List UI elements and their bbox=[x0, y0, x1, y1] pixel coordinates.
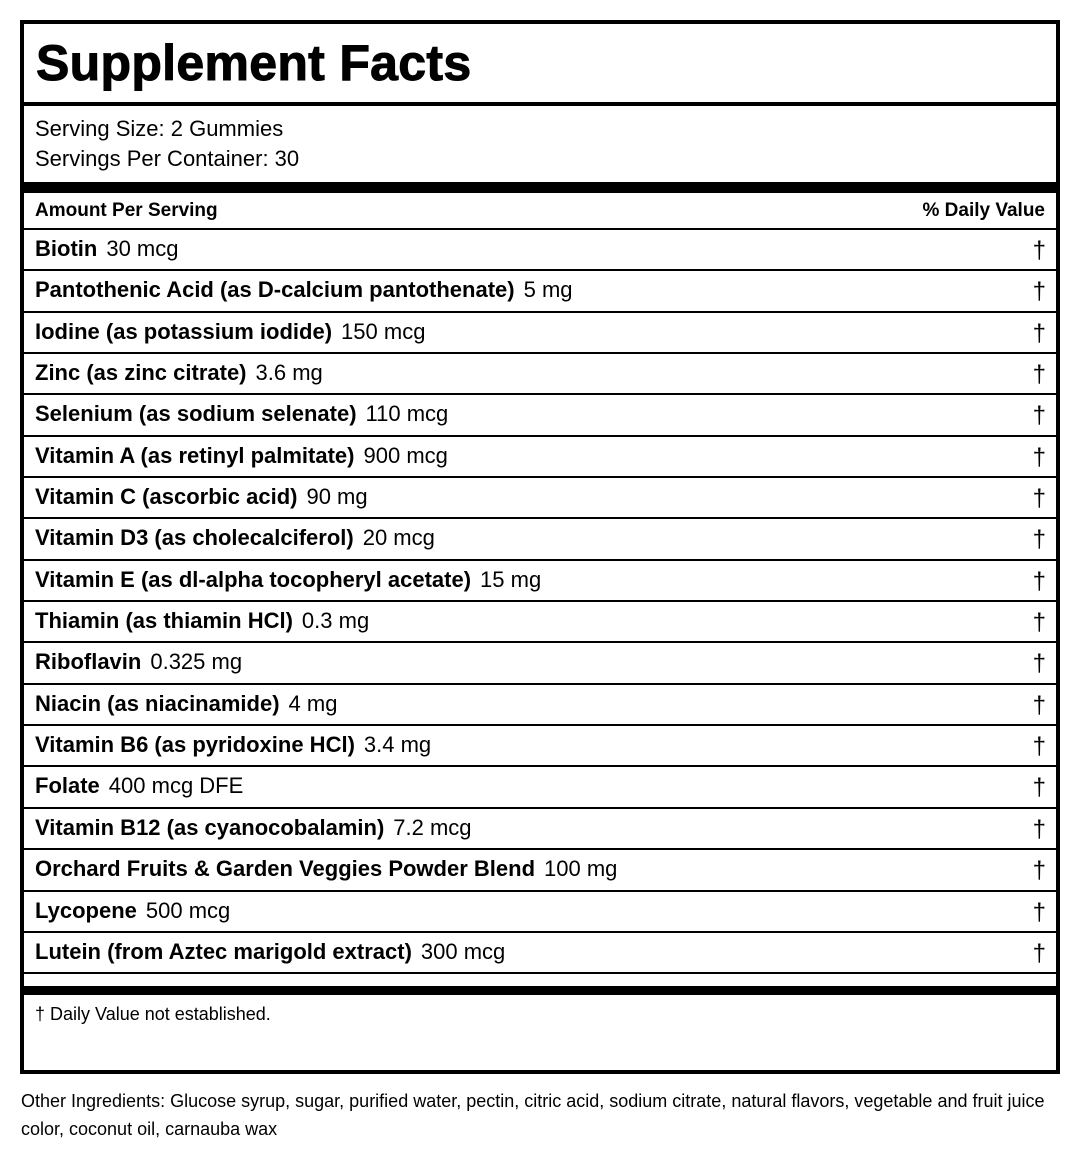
other-ingredients: Other Ingredients: Glucose syrup, sugar, purified water, pectin, citric acid, sodium citrate, natural flavors, vegetable and fruit juice color, coconut oil, carnauba wax bbox=[21, 1091, 1045, 1139]
nutrient-amount: 20 mcg bbox=[362, 525, 435, 551]
dagger-daily-value: † bbox=[1032, 857, 1046, 885]
dagger-daily-value: † bbox=[1032, 691, 1046, 719]
nutrient-row bbox=[24, 435, 1056, 476]
nutrient-text bbox=[35, 401, 448, 427]
servings-per-container: Servings Per Container: 30 bbox=[35, 146, 300, 171]
title-divider bbox=[24, 102, 1056, 106]
nutrient-row bbox=[24, 352, 1056, 393]
nutrient-row bbox=[24, 393, 1056, 434]
nutrient-row bbox=[24, 683, 1056, 724]
dagger-daily-value: † bbox=[1032, 567, 1046, 595]
daily-value-header: % Daily Value bbox=[922, 200, 1045, 221]
nutrient-amount: 90 mg bbox=[306, 484, 368, 510]
nutrient-row bbox=[24, 476, 1056, 517]
nutrient-name: Thiamin (as thiamin HCl) bbox=[35, 608, 293, 634]
nutrient-name: Riboflavin bbox=[35, 649, 142, 675]
dagger-daily-value: † bbox=[1032, 774, 1046, 802]
nutrient-text bbox=[35, 939, 505, 965]
nutrient-amount: 100 mg bbox=[544, 856, 618, 882]
nutrient-text bbox=[35, 525, 435, 551]
nutrient-name: Lutein (from Aztec marigold extract) bbox=[35, 938, 412, 964]
dagger-daily-value: † bbox=[1032, 443, 1046, 471]
nutrient-text bbox=[35, 236, 178, 262]
dagger-daily-value: † bbox=[1032, 526, 1046, 554]
dagger-daily-value: † bbox=[1032, 939, 1046, 967]
nutrient-name: Folate bbox=[35, 773, 100, 799]
thick-divider-bottom bbox=[24, 986, 1056, 995]
nutrient-amount: 15 mg bbox=[480, 566, 542, 592]
nutrient-text bbox=[35, 319, 425, 345]
nutrient-text bbox=[35, 856, 617, 882]
nutrient-name: Pantothenic Acid (as D-calcium pantothenate) bbox=[35, 277, 515, 303]
nutrient-row bbox=[24, 228, 1056, 269]
nutrient-name: Niacin (as niacinamide) bbox=[35, 690, 280, 716]
nutrient-amount: 500 mcg bbox=[145, 897, 231, 923]
thick-divider-top bbox=[24, 182, 1056, 193]
nutrient-name: Vitamin A (as retinyl palmitate) bbox=[35, 442, 355, 468]
nutrient-row bbox=[24, 600, 1056, 641]
nutrient-text bbox=[35, 608, 369, 634]
amount-per-serving-header: Amount Per Serving bbox=[35, 200, 218, 221]
nutrient-text bbox=[35, 567, 541, 593]
nutrient-text bbox=[35, 484, 368, 510]
nutrient-row bbox=[24, 724, 1056, 765]
nutrient-name: Orchard Fruits & Garden Veggies Powder Blend bbox=[35, 856, 536, 882]
dagger-daily-value: † bbox=[1032, 361, 1046, 389]
nutrient-text bbox=[35, 277, 573, 303]
nutrient-name: Vitamin C (ascorbic acid) bbox=[35, 484, 298, 510]
nutrient-amount: 110 mcg bbox=[365, 401, 449, 427]
nutrient-row bbox=[24, 890, 1056, 931]
serving-size: Serving Size: 2 Gummies bbox=[35, 116, 284, 141]
nutrient-name: Vitamin D3 (as cholecalciferol) bbox=[35, 525, 354, 551]
nutrient-text bbox=[35, 898, 230, 924]
nutrient-row bbox=[24, 848, 1056, 889]
nutrient-amount: 3.6 mg bbox=[255, 360, 323, 386]
nutrient-text bbox=[35, 815, 472, 841]
nutrient-text bbox=[35, 649, 242, 675]
nutrient-amount: 4 mg bbox=[288, 690, 338, 716]
nutrient-text bbox=[35, 773, 243, 799]
supplement-facts-panel bbox=[20, 20, 1060, 1074]
nutrient-row bbox=[24, 641, 1056, 682]
nutrient-amount: 3.4 mg bbox=[363, 732, 432, 758]
nutrient-text bbox=[35, 360, 323, 386]
dagger-daily-value: † bbox=[1032, 733, 1046, 761]
dagger-daily-value: † bbox=[1032, 898, 1046, 926]
nutrient-name: Selenium (as sodium selenate) bbox=[35, 401, 357, 427]
nutrient-amount: 0.325 mg bbox=[150, 649, 243, 675]
dagger-daily-value: † bbox=[1032, 278, 1046, 306]
nutrient-name: Zinc (as zinc citrate) bbox=[35, 360, 247, 386]
nutrient-row bbox=[24, 765, 1056, 806]
nutrient-name: Vitamin B12 (as cyanocobalamin) bbox=[35, 814, 385, 840]
nutrient-amount: 400 mcg DFE bbox=[108, 773, 244, 799]
nutrient-amount: 7.2 mcg bbox=[393, 814, 472, 840]
nutrient-amount: 30 mcg bbox=[106, 236, 179, 261]
nutrient-name: Biotin bbox=[35, 236, 98, 261]
nutrient-amount: 900 mcg bbox=[363, 442, 448, 468]
nutrient-text bbox=[35, 443, 448, 469]
dagger-daily-value: † bbox=[1032, 815, 1046, 843]
nutrient-row bbox=[24, 269, 1056, 310]
panel-title: Supplement Facts bbox=[36, 35, 472, 91]
nutrient-row bbox=[24, 311, 1056, 352]
dagger-daily-value: † bbox=[1032, 650, 1046, 678]
nutrient-amount: 150 mcg bbox=[341, 318, 426, 344]
dagger-daily-value: † bbox=[1032, 237, 1046, 264]
nutrient-amount: 300 mcg bbox=[420, 938, 506, 964]
dagger-daily-value: † bbox=[1032, 609, 1046, 637]
table-bottom-rule bbox=[24, 972, 1056, 974]
nutrient-row bbox=[24, 517, 1056, 558]
dagger-daily-value: † bbox=[1032, 485, 1046, 513]
nutrient-amount: 5 mg bbox=[523, 277, 573, 303]
nutrient-name: Vitamin E (as dl-alpha tocopheryl acetate) bbox=[35, 566, 472, 592]
nutrient-row bbox=[24, 931, 1056, 972]
nutrient-amount: 0.3 mg bbox=[301, 608, 370, 634]
dagger-daily-value: † bbox=[1032, 402, 1046, 430]
nutrient-text bbox=[35, 732, 431, 758]
dagger-daily-value: † bbox=[1032, 319, 1046, 347]
daily-value-footnote: † Daily Value not established. bbox=[35, 1004, 271, 1024]
nutrient-row bbox=[24, 559, 1056, 600]
nutrient-name: Vitamin B6 (as pyridoxine HCl) bbox=[35, 732, 355, 758]
nutrient-text bbox=[35, 691, 337, 717]
nutrient-row bbox=[24, 807, 1056, 848]
nutrient-name: Lycopene bbox=[35, 897, 137, 923]
nutrient-table bbox=[24, 228, 1056, 974]
nutrient-name: Iodine (as potassium iodide) bbox=[35, 318, 333, 344]
